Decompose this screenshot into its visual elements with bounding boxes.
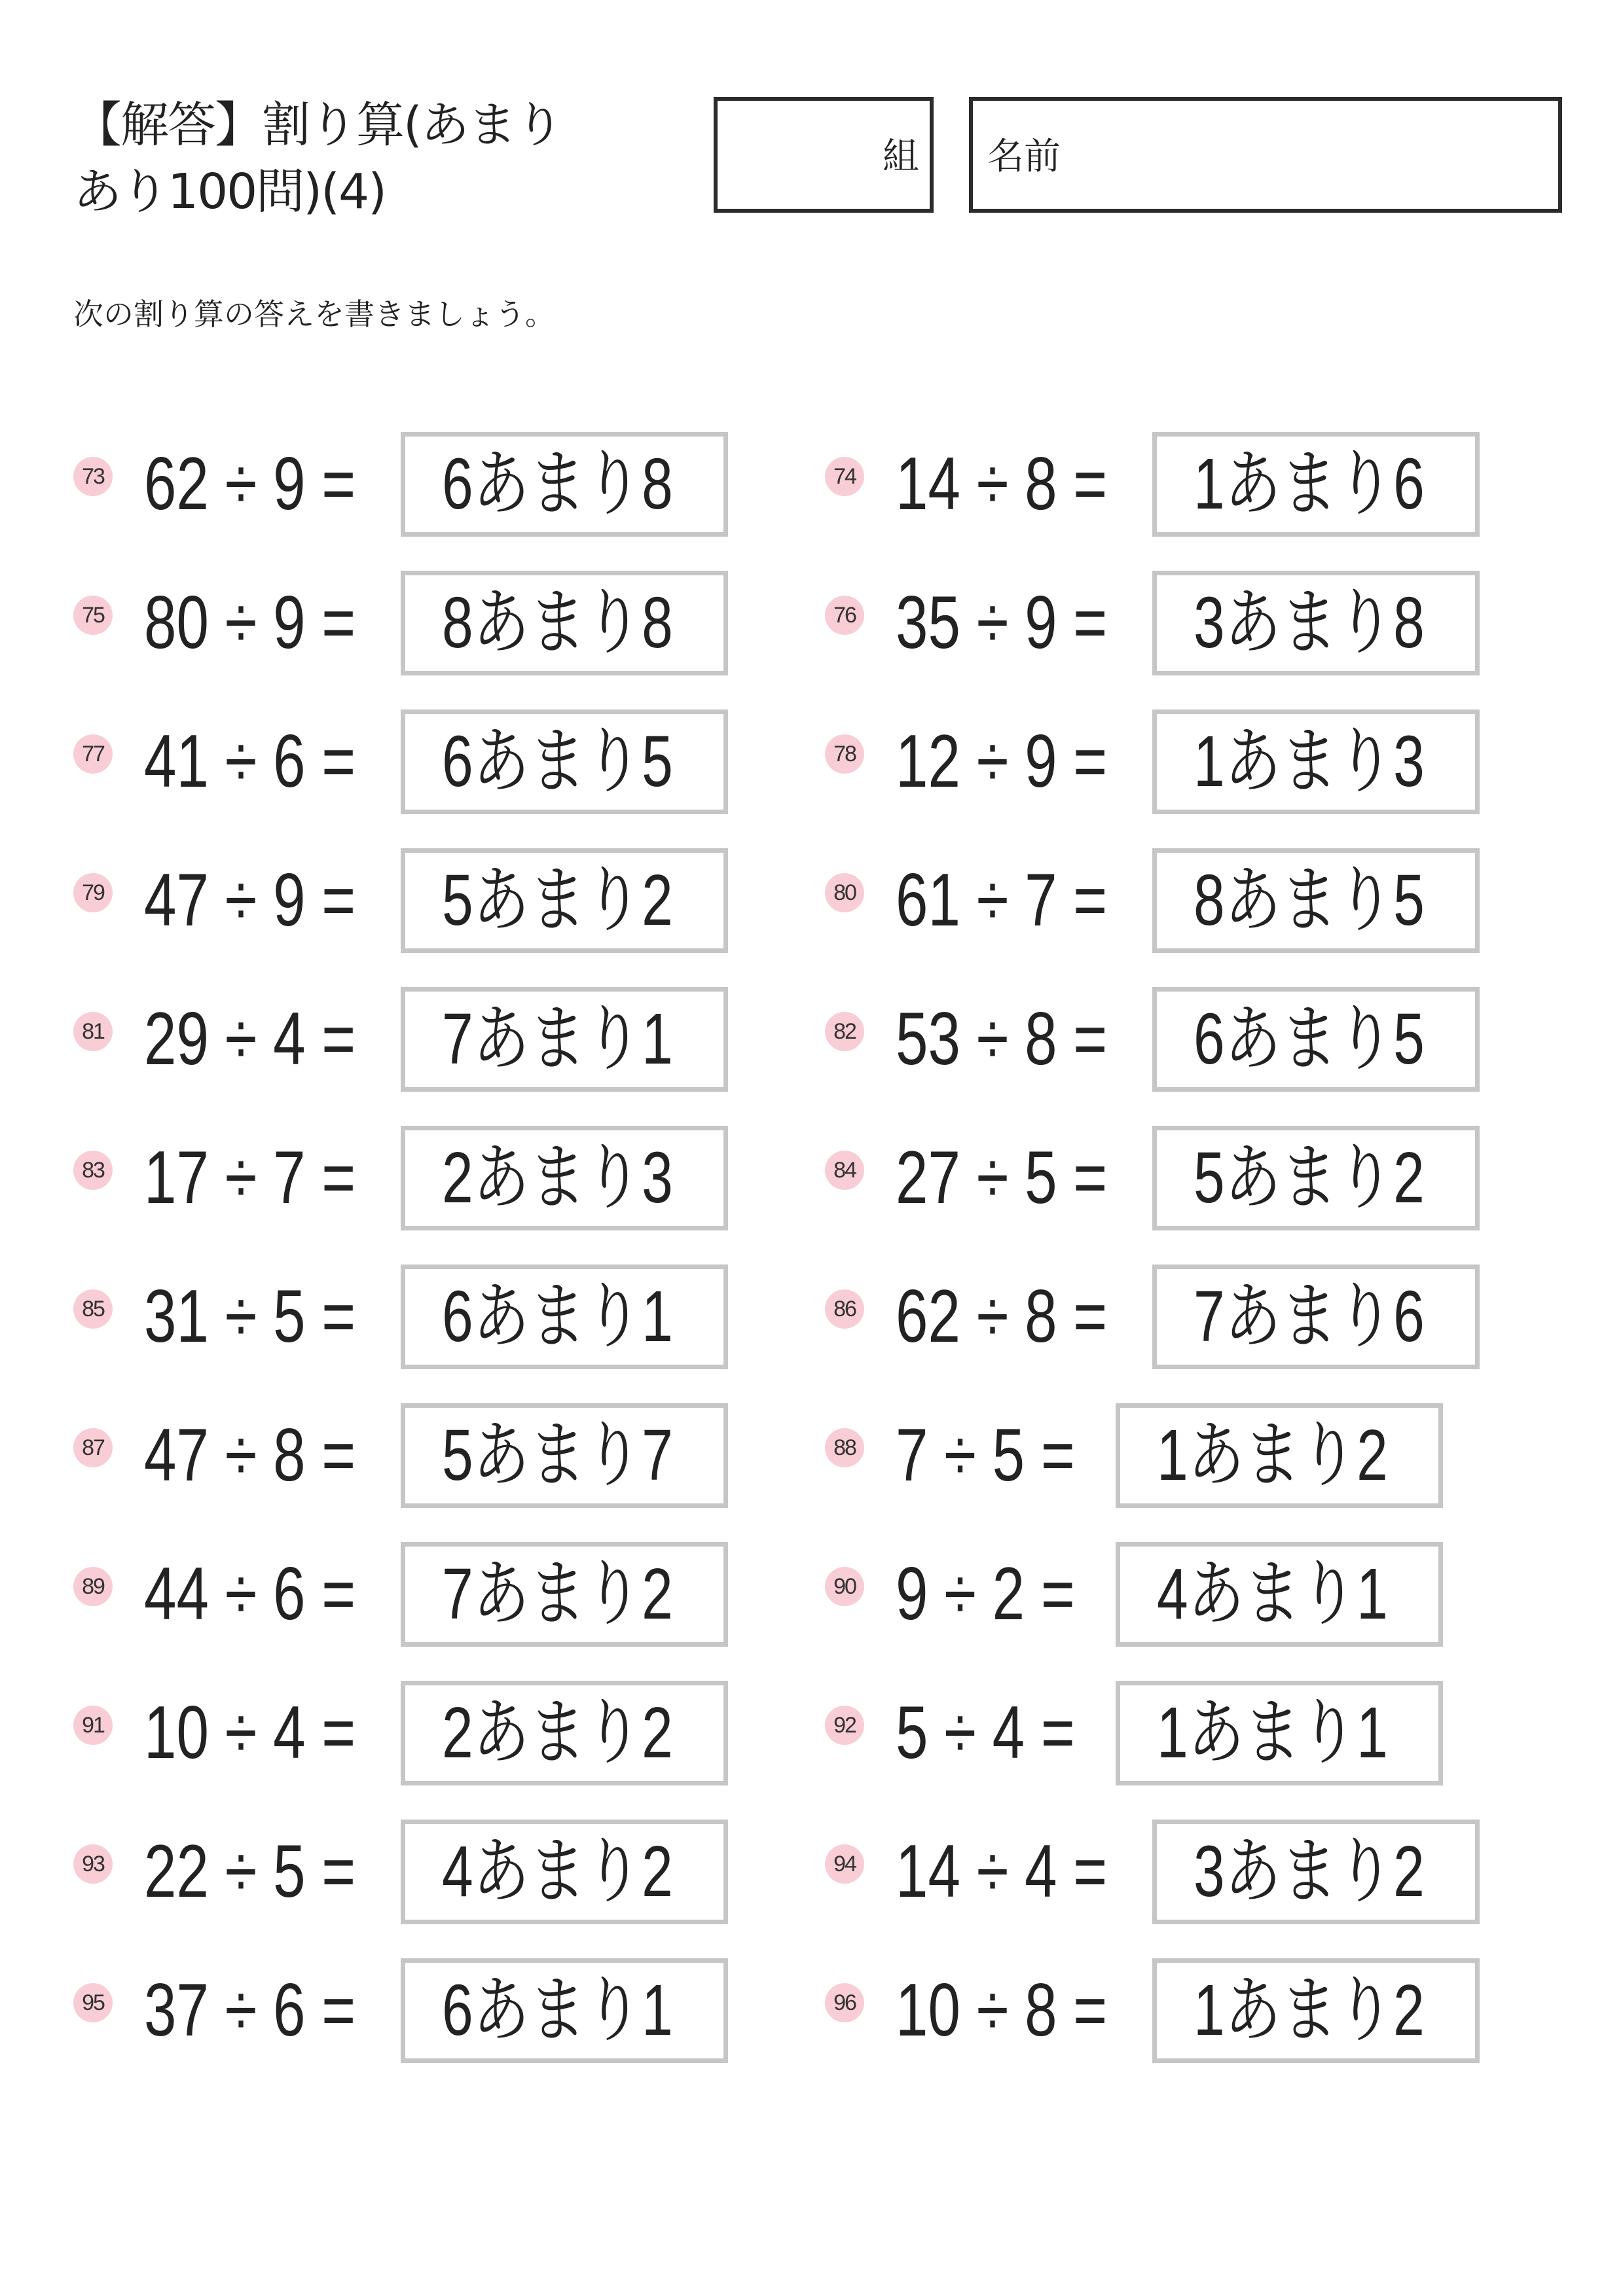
problem-expression: 29 ÷ 4 = bbox=[144, 997, 356, 1081]
problem-number-badge: 86 bbox=[825, 1289, 864, 1329]
answer-text: 6あまり5 bbox=[1194, 999, 1425, 1079]
answer-text: 8あまり5 bbox=[1194, 860, 1425, 941]
answer-text: 6あまり5 bbox=[442, 721, 673, 802]
worksheet-title bbox=[73, 92, 663, 225]
answer-box[interactable] bbox=[401, 1542, 728, 1647]
answer-box[interactable] bbox=[401, 1403, 728, 1508]
problem-number-badge: 89 bbox=[73, 1567, 113, 1606]
answer-box[interactable] bbox=[401, 709, 728, 814]
answer-box[interactable] bbox=[1116, 1403, 1443, 1508]
class-label: 組 bbox=[883, 135, 919, 178]
problem-number-badge: 73 bbox=[73, 457, 113, 496]
answer-text: 5あまり2 bbox=[1194, 1138, 1425, 1218]
problem-number-badge: 88 bbox=[825, 1428, 864, 1467]
problem-number-badge: 77 bbox=[73, 734, 113, 774]
answer-box[interactable] bbox=[1152, 848, 1480, 953]
answer-box[interactable] bbox=[1116, 1542, 1443, 1647]
answer-box[interactable] bbox=[401, 848, 728, 953]
problem-number-badge: 74 bbox=[825, 457, 864, 496]
answer-box[interactable] bbox=[401, 1265, 728, 1369]
problem-expression: 27 ÷ 5 = bbox=[896, 1136, 1108, 1219]
problem-number-badge: 81 bbox=[73, 1012, 113, 1051]
answer-box[interactable] bbox=[401, 987, 728, 1092]
problem-expression: 37 ÷ 6 = bbox=[144, 1969, 356, 2052]
answer-box[interactable] bbox=[1152, 709, 1480, 814]
class-field[interactable] bbox=[714, 97, 934, 213]
problem-expression: 12 ÷ 9 = bbox=[896, 720, 1108, 803]
problem-expression: 44 ÷ 6 = bbox=[144, 1552, 356, 1636]
name-field[interactable] bbox=[969, 97, 1562, 213]
answer-text: 1あまり2 bbox=[1157, 1415, 1388, 1496]
answer-text: 8あまり8 bbox=[442, 583, 673, 663]
answer-box[interactable] bbox=[401, 432, 728, 537]
answer-text: 5あまり7 bbox=[442, 1415, 673, 1496]
answer-text: 1あまり2 bbox=[1194, 1970, 1425, 2051]
problem-expression: 31 ÷ 5 = bbox=[144, 1275, 356, 1358]
problem-number-badge: 87 bbox=[73, 1428, 113, 1467]
problem-number-badge: 78 bbox=[825, 734, 864, 774]
answer-text: 2あまり3 bbox=[442, 1138, 673, 1218]
answer-text: 6あまり1 bbox=[442, 1970, 673, 2051]
answer-box[interactable] bbox=[1152, 432, 1480, 537]
problem-number-badge: 94 bbox=[825, 1844, 864, 1884]
problem-number-badge: 95 bbox=[73, 1983, 113, 2022]
problem-number-badge: 84 bbox=[825, 1151, 864, 1190]
answer-text: 3あまり2 bbox=[1194, 1831, 1425, 1912]
answer-box[interactable] bbox=[401, 1681, 728, 1785]
problem-expression: 53 ÷ 8 = bbox=[896, 997, 1108, 1081]
problem-expression: 14 ÷ 4 = bbox=[896, 1830, 1108, 1913]
answer-text: 4あまり2 bbox=[442, 1831, 673, 1912]
problem-expression: 10 ÷ 8 = bbox=[896, 1969, 1108, 2052]
problem-expression: 62 ÷ 8 = bbox=[896, 1275, 1108, 1358]
problem-expression: 47 ÷ 8 = bbox=[144, 1414, 356, 1497]
problem-number-badge: 82 bbox=[825, 1012, 864, 1051]
problem-expression: 10 ÷ 4 = bbox=[144, 1691, 356, 1774]
problem-expression: 22 ÷ 5 = bbox=[144, 1830, 356, 1913]
answer-box[interactable] bbox=[1152, 1126, 1480, 1230]
answer-text: 1あまり3 bbox=[1194, 721, 1425, 802]
problem-expression: 61 ÷ 7 = bbox=[896, 859, 1108, 942]
title-line-1: 【解答】割り算(あまり bbox=[73, 97, 562, 153]
problem-expression: 35 ÷ 9 = bbox=[896, 581, 1108, 664]
answer-text: 7あまり2 bbox=[442, 1554, 673, 1634]
answer-text: 1あまり6 bbox=[1194, 444, 1425, 524]
instruction-text: 次の割り算の答えを書きましょう。 bbox=[73, 296, 555, 332]
problem-number-badge: 92 bbox=[825, 1706, 864, 1745]
problem-expression: 80 ÷ 9 = bbox=[144, 581, 356, 664]
problem-expression: 7 ÷ 5 = bbox=[896, 1414, 1075, 1497]
answer-text: 6あまり1 bbox=[442, 1276, 673, 1357]
problem-number-badge: 96 bbox=[825, 1983, 864, 2022]
problem-expression: 9 ÷ 2 = bbox=[896, 1552, 1075, 1636]
answer-text: 2あまり2 bbox=[442, 1693, 673, 1773]
answer-text: 7あまり1 bbox=[442, 999, 673, 1079]
name-label: 名前 bbox=[987, 135, 1061, 178]
answer-box[interactable] bbox=[401, 1126, 728, 1230]
title-line-2: あり100問)(4) bbox=[73, 164, 386, 220]
answer-box[interactable] bbox=[401, 1820, 728, 1924]
answer-box[interactable] bbox=[1152, 1958, 1480, 2063]
problem-number-badge: 80 bbox=[825, 873, 864, 912]
answer-text: 5あまり2 bbox=[442, 860, 673, 941]
answer-box[interactable] bbox=[1152, 1820, 1480, 1924]
answer-box[interactable] bbox=[1152, 987, 1480, 1092]
answer-box[interactable] bbox=[1116, 1681, 1443, 1785]
problem-number-badge: 83 bbox=[73, 1151, 113, 1190]
answer-box[interactable] bbox=[1152, 1265, 1480, 1369]
answer-box[interactable] bbox=[1152, 571, 1480, 675]
answer-text: 6あまり8 bbox=[442, 444, 673, 524]
problem-expression: 17 ÷ 7 = bbox=[144, 1136, 356, 1219]
answer-text: 7あまり6 bbox=[1194, 1276, 1425, 1357]
problem-expression: 5 ÷ 4 = bbox=[896, 1691, 1075, 1774]
answer-box[interactable] bbox=[401, 571, 728, 675]
problem-number-badge: 93 bbox=[73, 1844, 113, 1884]
problem-number-badge: 79 bbox=[73, 873, 113, 912]
problem-expression: 14 ÷ 8 = bbox=[896, 442, 1108, 526]
problem-number-badge: 90 bbox=[825, 1567, 864, 1606]
problem-expression: 41 ÷ 6 = bbox=[144, 720, 356, 803]
problem-expression: 47 ÷ 9 = bbox=[144, 859, 356, 942]
answer-text: 3あまり8 bbox=[1194, 583, 1425, 663]
problem-number-badge: 85 bbox=[73, 1289, 113, 1329]
answer-box[interactable] bbox=[401, 1958, 728, 2063]
answer-text: 1あまり1 bbox=[1157, 1693, 1388, 1773]
problem-number-badge: 91 bbox=[73, 1706, 113, 1745]
problem-expression: 62 ÷ 9 = bbox=[144, 442, 356, 526]
answer-text: 4あまり1 bbox=[1157, 1554, 1388, 1634]
problem-number-badge: 75 bbox=[73, 596, 113, 635]
problem-number-badge: 76 bbox=[825, 596, 864, 635]
